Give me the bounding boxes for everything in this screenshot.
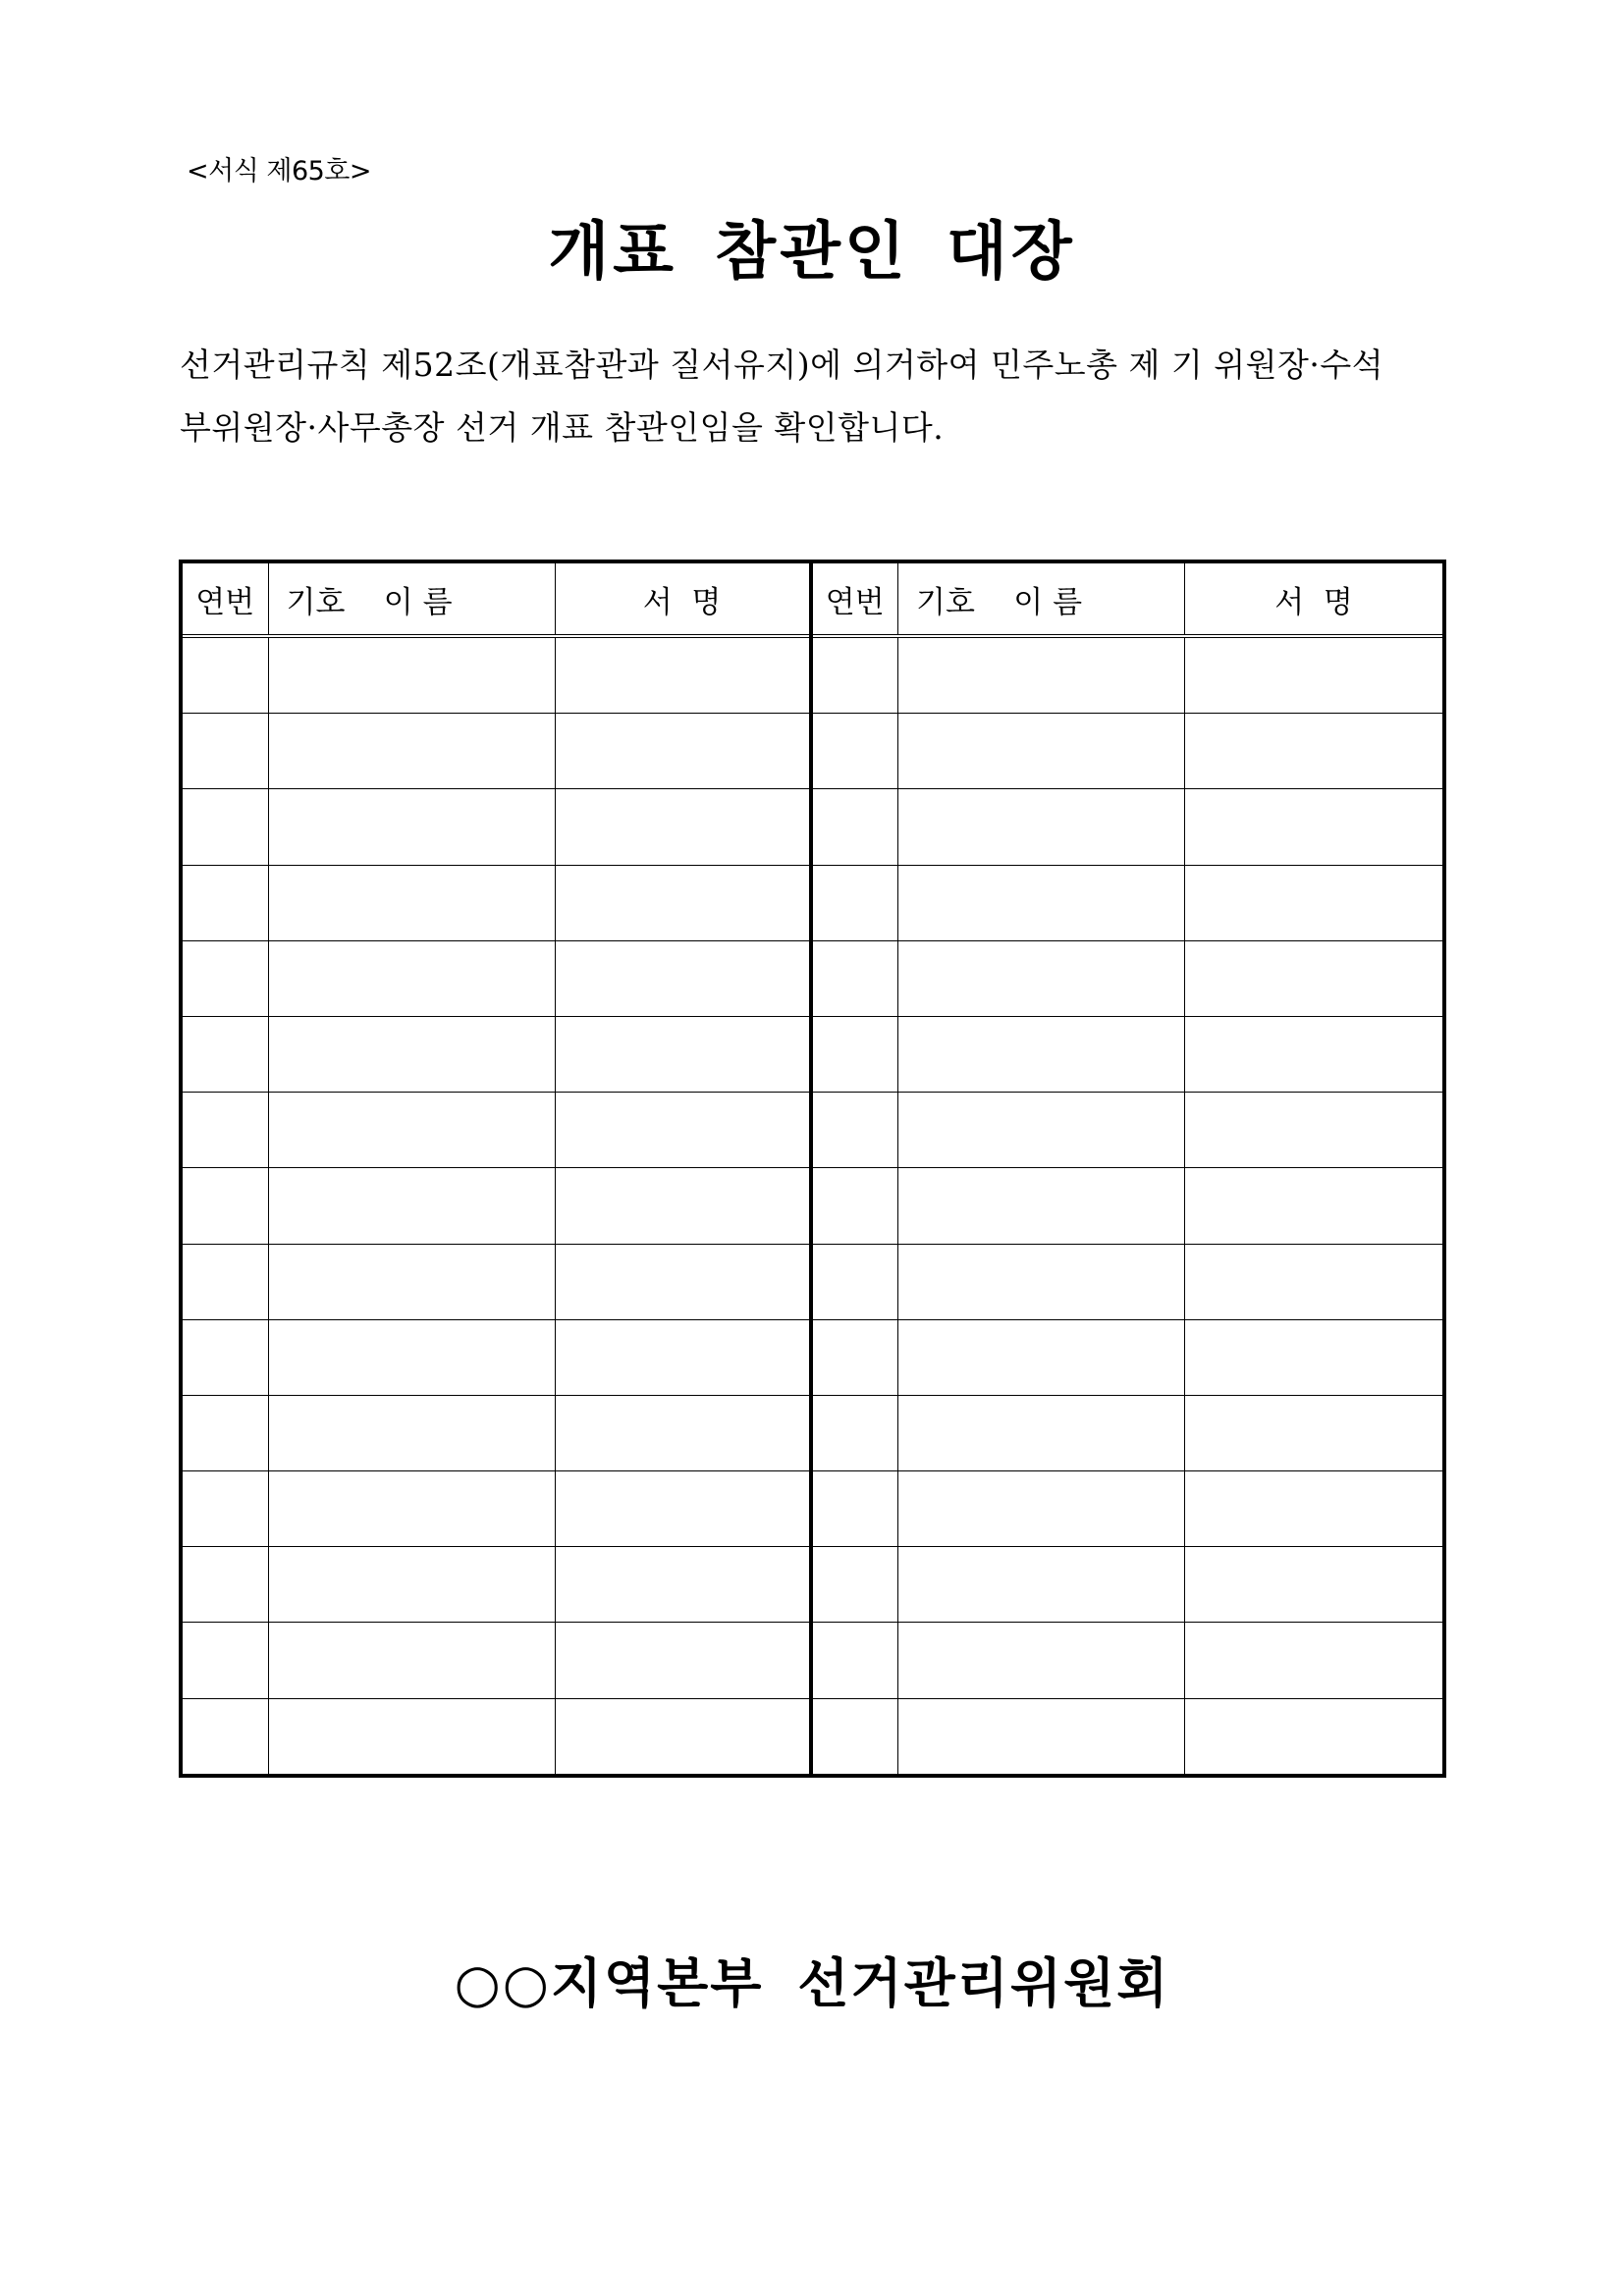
signature-cell[interactable] <box>555 714 809 789</box>
table-row <box>183 636 809 714</box>
table-row <box>813 636 1443 714</box>
header-signature: 서 명 <box>1185 563 1443 636</box>
code-name-cell[interactable] <box>268 1319 555 1395</box>
register-left-half <box>183 563 813 1774</box>
number-cell[interactable] <box>183 940 268 1016</box>
table-row <box>813 1547 1443 1623</box>
number-cell[interactable] <box>183 1093 268 1168</box>
table-row <box>813 1244 1443 1319</box>
table-row <box>813 1698 1443 1774</box>
number-cell[interactable] <box>813 636 898 714</box>
signature-cell[interactable] <box>555 1698 809 1774</box>
table-row <box>183 1093 809 1168</box>
code-name-cell[interactable] <box>898 1471 1185 1547</box>
signature-cell[interactable] <box>555 1093 809 1168</box>
number-cell[interactable] <box>813 1016 898 1092</box>
header-code-name: 기호 이 름 <box>268 563 555 636</box>
signature-cell[interactable] <box>555 636 809 714</box>
signature-cell[interactable] <box>555 940 809 1016</box>
register-rows-right <box>813 636 1443 1774</box>
number-cell[interactable] <box>183 1319 268 1395</box>
table-row <box>813 1395 1443 1470</box>
code-name-cell[interactable] <box>898 1319 1185 1395</box>
code-name-cell[interactable] <box>268 1698 555 1774</box>
number-cell[interactable] <box>813 865 898 940</box>
table-row <box>183 1471 809 1547</box>
header-signature: 서 명 <box>555 563 809 636</box>
number-cell[interactable] <box>813 1698 898 1774</box>
number-cell[interactable] <box>183 1168 268 1244</box>
header-row <box>813 563 1443 636</box>
number-cell[interactable] <box>183 789 268 865</box>
table-row <box>813 940 1443 1016</box>
number-cell[interactable] <box>183 1623 268 1698</box>
signature-cell[interactable] <box>555 1016 809 1092</box>
code-name-cell[interactable] <box>898 940 1185 1016</box>
code-name-cell[interactable] <box>268 636 555 714</box>
number-cell[interactable] <box>813 714 898 789</box>
signature-cell[interactable] <box>1185 1093 1443 1168</box>
signature-cell[interactable] <box>1185 1698 1443 1774</box>
table-row <box>183 1698 809 1774</box>
code-name-cell[interactable] <box>898 1168 1185 1244</box>
table-row <box>813 1623 1443 1698</box>
signature-cell[interactable] <box>1185 789 1443 865</box>
intro-line-2: 부위원장·사무총장 선거 개표 참관인임을 확인합니다. <box>180 408 945 447</box>
table-row <box>183 789 809 865</box>
table-row <box>183 1623 809 1698</box>
intro-line-1: 선거관리규칙 제52조(개표참관과 질서유지)에 의거하여 민주노총 제 기 위원장·수석 <box>180 346 1384 384</box>
intro-paragraph <box>180 334 1456 459</box>
code-name-cell[interactable] <box>268 1168 555 1244</box>
signature-cell[interactable] <box>1185 1547 1443 1623</box>
signature-cell[interactable] <box>555 1623 809 1698</box>
table-row <box>183 1016 809 1092</box>
table-row <box>813 1471 1443 1547</box>
code-name-cell[interactable] <box>268 1016 555 1092</box>
code-name-cell[interactable] <box>898 1698 1185 1774</box>
signature-cell[interactable] <box>1185 1244 1443 1319</box>
number-cell[interactable] <box>183 1471 268 1547</box>
footer-organization: ○○지역본부 선거관리위원회 <box>454 1952 1170 2014</box>
number-cell[interactable] <box>183 1395 268 1470</box>
register-table-left <box>183 563 809 1774</box>
code-name-cell[interactable] <box>268 865 555 940</box>
signature-cell[interactable] <box>1185 1623 1443 1698</box>
table-row <box>813 1319 1443 1395</box>
code-name-cell[interactable] <box>898 1244 1185 1319</box>
signature-cell[interactable] <box>555 1244 809 1319</box>
signature-cell[interactable] <box>555 1395 809 1470</box>
number-cell[interactable] <box>813 1471 898 1547</box>
number-cell[interactable] <box>183 1016 268 1092</box>
table-row <box>183 1244 809 1319</box>
code-name-cell[interactable] <box>898 1093 1185 1168</box>
code-name-cell[interactable] <box>268 789 555 865</box>
table-row <box>183 1395 809 1470</box>
signature-cell[interactable] <box>1185 1395 1443 1470</box>
code-name-cell[interactable] <box>898 1395 1185 1470</box>
table-row <box>813 1093 1443 1168</box>
number-cell[interactable] <box>183 1244 268 1319</box>
observer-register-table <box>179 560 1446 1778</box>
table-row <box>813 789 1443 865</box>
code-name-cell[interactable] <box>898 714 1185 789</box>
table-row <box>183 1547 809 1623</box>
signature-cell[interactable] <box>1185 1016 1443 1092</box>
signature-cell[interactable] <box>555 865 809 940</box>
header-number: 연번 <box>813 563 898 636</box>
code-name-cell[interactable] <box>268 1093 555 1168</box>
signature-cell[interactable] <box>1185 1319 1443 1395</box>
register-rows-left <box>183 636 809 1774</box>
table-row <box>813 1168 1443 1244</box>
table-row <box>183 1168 809 1244</box>
table-row <box>813 714 1443 789</box>
signature-cell[interactable] <box>1185 1168 1443 1244</box>
table-row <box>183 714 809 789</box>
page-title: 개표 참관인 대장 <box>548 216 1076 289</box>
number-cell[interactable] <box>183 1698 268 1774</box>
number-cell[interactable] <box>813 1244 898 1319</box>
number-cell[interactable] <box>813 1319 898 1395</box>
number-cell[interactable] <box>813 1093 898 1168</box>
number-cell[interactable] <box>183 865 268 940</box>
signature-cell[interactable] <box>1185 636 1443 714</box>
table-row <box>183 1319 809 1395</box>
code-name-cell[interactable] <box>898 865 1185 940</box>
signature-cell[interactable] <box>555 1168 809 1244</box>
form-number: <서식 제65호> <box>187 156 372 187</box>
table-row <box>813 865 1443 940</box>
signature-cell[interactable] <box>1185 940 1443 1016</box>
register-table-right <box>813 563 1443 1774</box>
code-name-cell[interactable] <box>268 1623 555 1698</box>
number-cell[interactable] <box>183 636 268 714</box>
code-name-cell[interactable] <box>268 1471 555 1547</box>
signature-cell[interactable] <box>555 1547 809 1623</box>
code-name-cell[interactable] <box>268 1547 555 1623</box>
signature-cell[interactable] <box>555 1471 809 1547</box>
register-right-half <box>813 563 1443 1774</box>
code-name-cell[interactable] <box>898 1623 1185 1698</box>
number-cell[interactable] <box>183 714 268 789</box>
number-cell[interactable] <box>813 1623 898 1698</box>
table-row <box>813 1016 1443 1092</box>
number-cell[interactable] <box>813 1168 898 1244</box>
code-name-cell[interactable] <box>268 940 555 1016</box>
signature-cell[interactable] <box>1185 1471 1443 1547</box>
code-name-cell[interactable] <box>898 636 1185 714</box>
signature-cell[interactable] <box>555 1319 809 1395</box>
header-row <box>183 563 809 636</box>
header-number: 연번 <box>183 563 268 636</box>
code-name-cell[interactable] <box>268 1244 555 1319</box>
number-cell[interactable] <box>813 789 898 865</box>
number-cell[interactable] <box>813 940 898 1016</box>
signature-cell[interactable] <box>1185 714 1443 789</box>
code-name-cell[interactable] <box>898 789 1185 865</box>
code-name-cell[interactable] <box>268 714 555 789</box>
signature-cell[interactable] <box>555 789 809 865</box>
number-cell[interactable] <box>813 1547 898 1623</box>
code-name-cell[interactable] <box>268 1395 555 1470</box>
number-cell[interactable] <box>183 1547 268 1623</box>
table-row <box>183 940 809 1016</box>
header-code-name: 기호 이 름 <box>898 563 1185 636</box>
table-row <box>183 865 809 940</box>
number-cell[interactable] <box>813 1395 898 1470</box>
code-name-cell[interactable] <box>898 1547 1185 1623</box>
code-name-cell[interactable] <box>898 1016 1185 1092</box>
signature-cell[interactable] <box>1185 865 1443 940</box>
